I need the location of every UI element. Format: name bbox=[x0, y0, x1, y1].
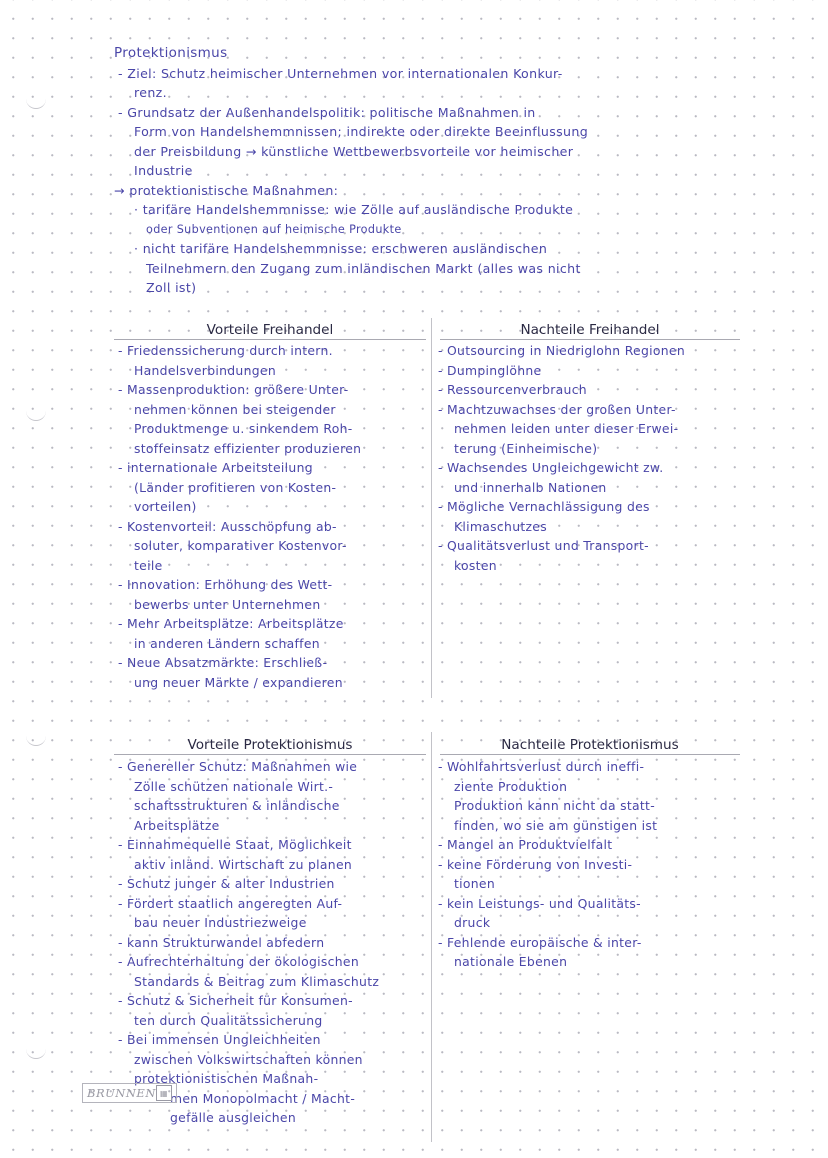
list-item-continuation: und innerhalb Nationen bbox=[454, 479, 607, 495]
list-item bbox=[118, 991, 428, 1030]
list-item-text: - Kostenvorteil: Ausschöpfung ab- bbox=[118, 518, 337, 534]
intro-line: · tarifäre Handelshemmnisse: wie Zölle auf ausländische Produkte bbox=[134, 202, 574, 217]
vorteile-freihandel-list bbox=[118, 341, 428, 692]
list-item-text: - Innovation: Erhöhung des Wett- bbox=[118, 577, 333, 592]
list-item bbox=[118, 341, 428, 380]
list-item-continuation: nationale Ebenen bbox=[454, 954, 568, 969]
list-item bbox=[118, 517, 428, 576]
list-item-continuation: vorteilen) bbox=[134, 499, 197, 514]
list-item-continuation: tionen bbox=[454, 876, 496, 891]
vorteile-protektionismus-heading: Vorteile Protektionismus bbox=[114, 737, 426, 755]
list-item bbox=[118, 894, 428, 933]
list-item-continuation: schaftsstrukturen & inländische bbox=[134, 798, 340, 813]
brand-logo-icon: ▦ bbox=[156, 1085, 172, 1101]
list-item-continuation: gefälle ausgleichen bbox=[170, 1110, 297, 1125]
vorteile-protektionismus-list bbox=[118, 757, 428, 1128]
intro-line: oder Subventionen auf heimische Produkte bbox=[146, 222, 402, 236]
list-item bbox=[438, 400, 768, 459]
page-title: Protektionismus bbox=[114, 45, 228, 61]
list-item bbox=[118, 380, 428, 458]
list-item-text: - Machtzuwachses der großen Unter- bbox=[438, 401, 676, 417]
vorteile-freihandel-heading: Vorteile Freihandel bbox=[114, 322, 426, 340]
brand-label bbox=[82, 1083, 177, 1103]
list-item-continuation: Klimaschutzes bbox=[454, 518, 547, 534]
list-item-continuation: Handelsverbindungen bbox=[134, 362, 276, 378]
list-item bbox=[438, 536, 768, 575]
list-item-text: - Fehlende europäische & inter- bbox=[438, 934, 642, 950]
list-item bbox=[438, 757, 768, 835]
list-item bbox=[438, 855, 768, 894]
intro-line: der Preisbildung → künstliche Wettbewerbsvorteile vor heimischer bbox=[134, 143, 574, 159]
list-item-text: - kein Leistungs- und Qualitäts- bbox=[438, 895, 641, 911]
intro-line: - Ziel: Schutz heimischer Unternehmen vor internationalen Konkur- bbox=[118, 65, 563, 81]
list-item bbox=[118, 458, 428, 517]
list-item-continuation: ung neuer Märkte / expandieren bbox=[134, 674, 343, 690]
list-item-text: - Fördert staatlich angeregten Auf- bbox=[118, 895, 343, 911]
list-item-continuation: kosten bbox=[454, 557, 497, 573]
list-item-continuation: bau neuer Industriezweige bbox=[134, 915, 307, 930]
list-item-text: - Mangel an Produktvielfalt bbox=[438, 837, 613, 852]
intro-line: renz. bbox=[134, 85, 167, 100]
list-item-continuation: men Monopolmacht / Macht- bbox=[170, 1090, 356, 1106]
list-item bbox=[438, 835, 768, 855]
nachteile-protektionismus-heading: Nachteile Protektionismus bbox=[440, 737, 740, 755]
list-item-text: - Bei immensen Ungleichheiten bbox=[118, 1032, 321, 1047]
list-item-text: - Massenproduktion: größere Unter- bbox=[118, 382, 349, 397]
list-item-text: - keine Förderung von Investi- bbox=[438, 856, 633, 872]
list-item bbox=[118, 1030, 428, 1128]
brand-name: BRUNNEN bbox=[87, 1086, 156, 1100]
list-item-text: - internationale Arbeitsteilung bbox=[118, 460, 313, 475]
list-item-continuation: Produktion kann nicht da statt- bbox=[454, 798, 655, 813]
list-item-continuation: finden, wo sie am günstigen ist bbox=[454, 817, 658, 833]
list-item-continuation: ziente Produktion bbox=[454, 778, 568, 794]
intro-line: Zoll ist) bbox=[146, 280, 197, 295]
nachteile-freihandel-list bbox=[438, 341, 768, 575]
list-item-text: - Friedenssicherung durch intern. bbox=[118, 343, 333, 358]
list-item bbox=[118, 757, 428, 835]
list-item-continuation: nehmen können bei steigender bbox=[134, 401, 336, 417]
list-item-text: - Mögliche Vernachlässigung des bbox=[438, 499, 650, 514]
list-item-continuation: stoffeinsatz effizienter produzieren bbox=[134, 440, 362, 456]
list-item bbox=[118, 614, 428, 653]
intro-line: Form von Handelshemmnissen; indirekte oder direkte Beeinflussung bbox=[134, 124, 589, 139]
list-item bbox=[118, 653, 428, 692]
punch-hole-mark bbox=[26, 1048, 46, 1059]
list-item-continuation: soluter, komparativer Kostenvor- bbox=[134, 538, 347, 553]
nachteile-protektionismus-list bbox=[438, 757, 768, 972]
list-item-text: - Neue Absatzmärkte: Erschließ- bbox=[118, 655, 328, 670]
list-item-continuation: zwischen Volkswirtschaften können bbox=[134, 1051, 363, 1067]
list-item-text: - Genereller Schutz: Maßnahmen wie bbox=[118, 759, 358, 774]
list-item-continuation: ten durch Qualitätssicherung bbox=[134, 1012, 323, 1028]
list-item bbox=[118, 835, 428, 874]
list-item-text: - Ressourcenverbrauch bbox=[438, 382, 587, 397]
list-item-continuation: Zölle schützen nationale Wirt.- bbox=[134, 778, 334, 794]
intro-line: Industrie bbox=[134, 163, 193, 178]
list-item bbox=[118, 575, 428, 614]
list-item-continuation: bewerbs unter Unternehmen bbox=[134, 596, 321, 612]
intro-line: · nicht tarifäre Handelshemmnisse: erschweren ausländischen bbox=[134, 241, 548, 256]
column-divider bbox=[431, 732, 432, 1142]
list-item-continuation: Standards & Beitrag zum Klimaschutz bbox=[134, 973, 380, 989]
list-item bbox=[118, 952, 428, 991]
list-item-text: - kann Strukturwandel abfedern bbox=[118, 934, 325, 950]
punch-hole-mark bbox=[26, 410, 46, 421]
list-item-continuation: nehmen leiden unter dieser Erwei- bbox=[454, 421, 679, 436]
column-divider bbox=[431, 318, 432, 698]
list-item-text: - Qualitätsverlust und Transport- bbox=[438, 538, 649, 553]
list-item-continuation: (Länder profitieren von Kosten- bbox=[134, 479, 337, 495]
list-item bbox=[118, 874, 428, 894]
list-item bbox=[438, 361, 768, 381]
intro-section bbox=[114, 44, 774, 298]
list-item-text: - Wohlfahrtsverlust durch ineffi- bbox=[438, 759, 645, 774]
intro-line: - Grundsatz der Außenhandelspolitik: politische Maßnahmen in bbox=[118, 104, 536, 120]
list-item-text: - Einnahmequelle Staat, Möglichkeit bbox=[118, 837, 352, 852]
list-item bbox=[438, 458, 768, 497]
list-item bbox=[118, 933, 428, 953]
list-item-continuation: druck bbox=[454, 915, 491, 930]
list-item-continuation: aktiv inländ. Wirtschaft zu planen bbox=[134, 856, 353, 872]
list-item-text: - Schutz junger & alter Industrien bbox=[118, 876, 335, 891]
list-item bbox=[438, 933, 768, 972]
list-item bbox=[438, 894, 768, 933]
list-item-text: - Dumpinglöhne bbox=[438, 362, 542, 378]
list-item-continuation: protektionistischen Maßnah- bbox=[134, 1071, 319, 1086]
list-item bbox=[438, 497, 768, 536]
intro-line: Teilnehmern den Zugang zum inländischen Markt (alles was nicht bbox=[146, 260, 581, 276]
list-item-text: - Mehr Arbeitsplätze: Arbeitsplätze bbox=[118, 616, 344, 631]
list-item bbox=[438, 380, 768, 400]
punch-hole-mark bbox=[26, 98, 46, 109]
list-item-continuation: Arbeitsplätze bbox=[134, 817, 220, 833]
list-item-text: - Wachsendes Ungleichgewicht zw. bbox=[438, 460, 664, 475]
list-item-continuation: in anderen Ländern schaffen bbox=[134, 635, 320, 651]
list-item-text: - Schutz & Sicherheit für Konsumen- bbox=[118, 993, 353, 1008]
punch-hole-mark bbox=[26, 735, 46, 746]
list-item-continuation: teile bbox=[134, 557, 163, 573]
list-item-continuation: terung (Einheimische) bbox=[454, 440, 598, 456]
nachteile-freihandel-heading: Nachteile Freihandel bbox=[440, 322, 740, 340]
list-item-continuation: Produktmenge u. sinkendem Roh- bbox=[134, 421, 353, 436]
intro-line: → protektionistische Maßnahmen: bbox=[114, 182, 339, 198]
list-item-text: - Aufrechterhaltung der ökologischen bbox=[118, 954, 359, 969]
list-item-text: - Outsourcing in Niedriglohn Regionen bbox=[438, 343, 685, 358]
list-item bbox=[438, 341, 768, 361]
